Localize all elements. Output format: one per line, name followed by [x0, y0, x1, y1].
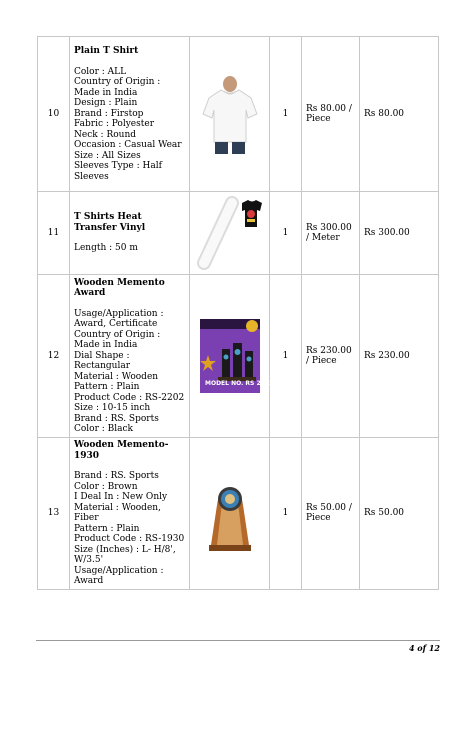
- table-row: [38, 37, 439, 192]
- product-attr: Size : 10-15 inch: [74, 403, 151, 413]
- product-title: Wooden Memento-1930: [74, 440, 169, 461]
- row-number: 10: [38, 37, 70, 192]
- wooden-memento-trophy-image: [207, 475, 253, 551]
- unit-rate: Rs 80.00 / Piece: [302, 37, 360, 192]
- product-attr: Brand : RS. Sports: [74, 413, 159, 424]
- product-attr: Product Code : RS-1930: [74, 534, 185, 544]
- product-attr: Usage/Application : Award, Certificate: [74, 308, 164, 329]
- vinyl-roll-image: [198, 197, 262, 269]
- product-attr: Country of Origin : Made in India: [74, 77, 161, 98]
- product-image-cell: [190, 37, 270, 192]
- product-description: [70, 438, 190, 590]
- wooden-memento-award-image: [200, 319, 273, 393]
- table-row: [38, 192, 439, 275]
- product-attr: Country of Origin : Made in India: [74, 329, 161, 350]
- product-attr: Product Code : RS-2202: [74, 392, 185, 403]
- product-image-cell: [190, 438, 270, 590]
- product-attr: Design : Plain: [74, 98, 138, 108]
- product-title: T Shirts Heat Transfer Vinyl: [74, 212, 146, 233]
- product-image-cell: [190, 275, 273, 438]
- line-amount: Rs 300.00: [360, 192, 439, 275]
- table-row: [38, 275, 439, 438]
- line-amount: Rs 80.00: [360, 37, 439, 192]
- product-table: [37, 36, 439, 590]
- product-attr: Brand : RS. Sports: [74, 471, 159, 481]
- row-number: 12: [38, 275, 70, 438]
- table-row: [38, 438, 439, 590]
- product-title: Wooden Memento Award: [74, 277, 165, 298]
- page-number: 4 of 12: [408, 643, 440, 653]
- product-attr: Pattern : Plain: [74, 523, 140, 534]
- product-attr: Size (Inches) : L- H/8', W/3.5': [74, 544, 176, 565]
- product-attr: Material : Wooden: [74, 371, 159, 382]
- product-attr: Color : Brown: [74, 481, 138, 492]
- quantity: 1: [270, 192, 302, 275]
- product-attr: Brand : Firstop: [74, 108, 144, 119]
- product-attr: Color : ALL: [74, 66, 127, 77]
- product-attr: Pattern : Plain: [74, 382, 140, 392]
- product-description: [70, 37, 190, 192]
- product-image-cell: [190, 192, 270, 275]
- footer-divider: [36, 640, 440, 641]
- product-attr: Length : 50 m: [74, 243, 138, 254]
- award-model-text: MODEL NO. RS 2202: [204, 380, 273, 387]
- unit-rate: Rs 230.00 / Piece: [302, 275, 360, 438]
- unit-rate: Rs 300.00 / Meter: [302, 192, 360, 275]
- product-title: Plain T Shirt: [74, 46, 139, 56]
- line-amount: Rs 50.00: [360, 438, 439, 590]
- product-attr: Material : Wooden, Fiber: [74, 502, 161, 523]
- row-number: 11: [38, 192, 70, 275]
- quantity: 1: [270, 275, 302, 438]
- product-description: [70, 275, 190, 438]
- product-attr: Dial Shape : Rectangular: [74, 350, 131, 371]
- quantity: 1: [270, 438, 302, 590]
- product-attr: Color : Black: [74, 424, 134, 434]
- product-attr: Neck : Round: [74, 129, 136, 140]
- product-attr: Fabric : Polyester: [74, 119, 154, 129]
- product-description: [70, 192, 190, 275]
- line-amount: Rs 230.00: [360, 275, 439, 438]
- unit-rate: Rs 50.00 / Piece: [302, 438, 360, 590]
- product-attr: Occasion : Casual Wear: [74, 140, 182, 150]
- product-attr: Size : All Sizes: [74, 150, 141, 161]
- row-number: 13: [38, 438, 70, 590]
- plain-white-tshirt-image: [199, 74, 261, 154]
- product-attr: Usage/Application : Award: [74, 565, 164, 586]
- quantity: 1: [270, 37, 302, 192]
- product-attr: I Deal In : New Only: [74, 492, 168, 502]
- product-attr: Sleeves Type : Half Sleeves: [74, 161, 162, 182]
